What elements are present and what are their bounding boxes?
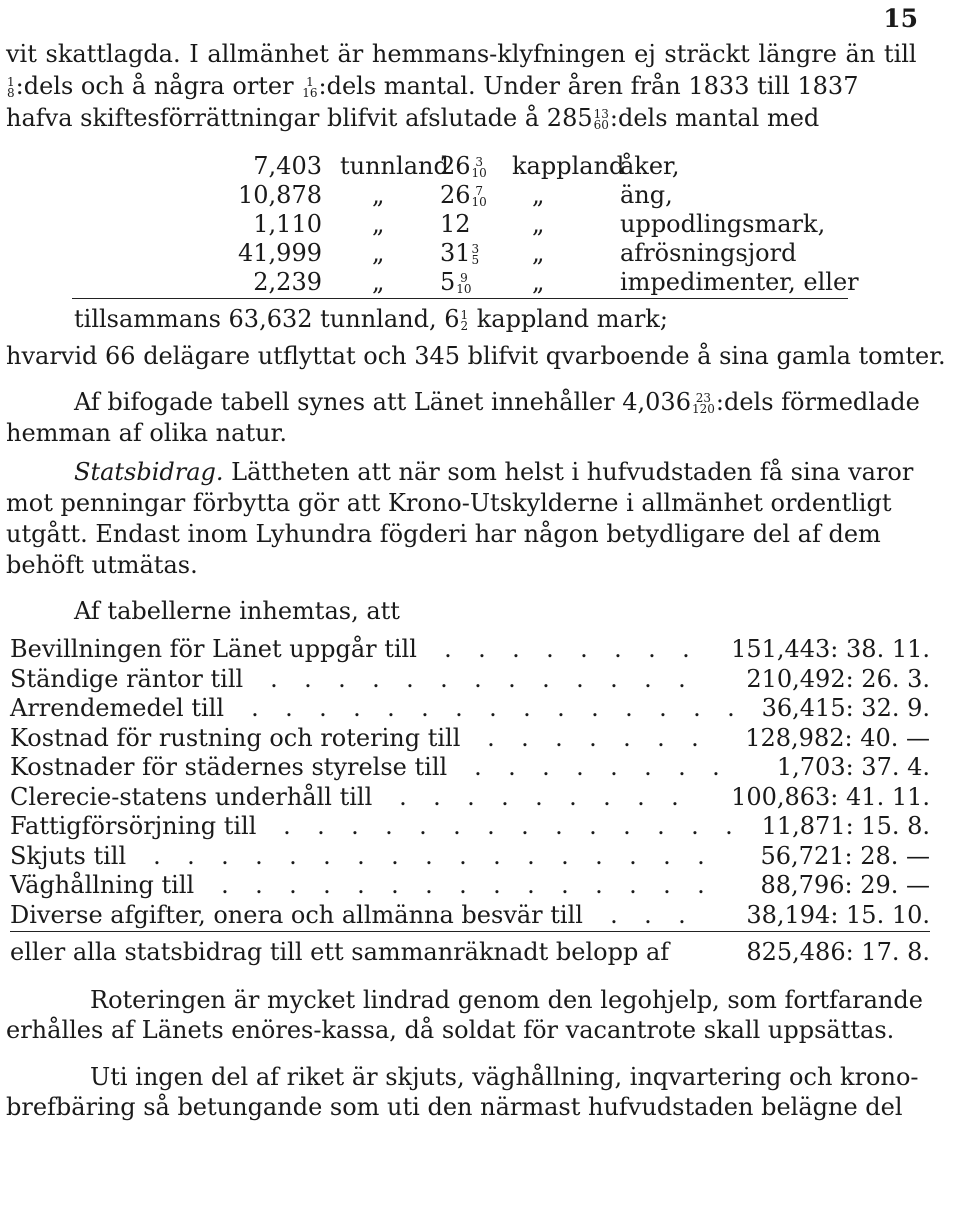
- leader-dots: . . . . . . . . . . . . . . .: [221, 871, 705, 899]
- tax-row-value: 88,796: 29. —: [760, 871, 930, 899]
- tax-row-value: 151,443: 38. 11.: [731, 635, 930, 663]
- tax-row: [10, 665, 930, 693]
- tax-row-value: 11,871: 15. 8.: [761, 812, 930, 840]
- intro-line-1: vit skattlagda. I allmänhet är hemmans-klyfningen ej sträckt längre än till: [6, 40, 917, 68]
- tax-row: [10, 694, 930, 722]
- statsbidrag-heading: Statsbidrag.: [74, 458, 224, 486]
- tax-row: [10, 901, 930, 929]
- tax-row-label: Kostnader för städernes styrelse till: [10, 753, 448, 781]
- statsbidrag-line-3: utgått. Endast inom Lyhundra fögderi har någon betydligare del af dem: [6, 520, 881, 548]
- para-hvarvid: hvarvid 66 delägare utflyttat och 345 blifvit qvarboende å sina gamla tomter.: [6, 342, 946, 370]
- leader-dots: . . . . . . . . . . . . . . .: [251, 694, 735, 722]
- closing1-line-2: erhålles af Länets enöres-kassa, då soldat för vacantrote skall uppsättas.: [6, 1016, 895, 1044]
- statsbidrag-line-4: behöft utmätas.: [6, 551, 198, 579]
- tax-row-value: 38,194: 15. 10.: [746, 901, 930, 929]
- land-total: tillsammans 63,632 tunnland, 6 1 2 kappland mark;: [74, 305, 668, 333]
- statsbidrag-line-1: Statsbidrag. Lättheten att när som helst i hufvudstaden få sina varor: [74, 458, 914, 486]
- tax-row-value: 36,415: 32. 9.: [761, 694, 930, 722]
- tax-row-label: Diverse afgifter, onera och allmänna besvär till: [10, 901, 583, 929]
- tax-row: [10, 871, 930, 899]
- tax-row-value: 210,492: 26. 3.: [746, 665, 930, 693]
- leader-dots: . . .: [610, 901, 686, 929]
- fraction-sixteenth: 1 16: [302, 74, 318, 100]
- leader-dots: . . . . . . . . . . . . .: [270, 665, 686, 693]
- tax-sum-rule: [10, 931, 930, 932]
- tax-total-label: eller alla statsbidrag till ett sammanräknadt belopp af: [10, 938, 670, 966]
- tax-row: [10, 783, 930, 811]
- tax-row: [10, 753, 930, 781]
- para-bifogade-line-1: Af bifogade tabell synes att Länet innehåller 4,036 23 120 :dels förmedlade: [74, 388, 920, 416]
- leader-dots: . . . . . . .: [487, 724, 699, 752]
- leader-dots: . . . . . . . .: [444, 635, 690, 663]
- tax-row-label: Bevillningen för Länet uppgår till: [10, 635, 417, 663]
- fraction-eighth: 1 8: [7, 74, 15, 100]
- tax-row-value: 56,721: 28. —: [760, 842, 930, 870]
- tax-row-label: Väghållning till: [10, 871, 195, 899]
- tax-row-label: Clerecie-statens underhåll till: [10, 783, 373, 811]
- intro-line-2: 1 8 :dels och å några orter 1 16 :dels mantal. Under åren från 1833 till 1837: [7, 72, 859, 100]
- table-intro: Af tabellerne inhemtas, att: [74, 597, 400, 625]
- statsbidrag-line-2: mot penningar förbytta gör att Krono-Utskylderne i allmänhet ordentligt: [6, 489, 892, 517]
- sum-rule: [72, 298, 848, 299]
- closing2-line-1: Uti ingen del af riket är skjuts, väghållning, inqvartering och krono-: [90, 1063, 919, 1091]
- leader-dots: . . . . . . . .: [474, 753, 720, 781]
- intro-line-3: hafva skiftesförrättningar blifvit afslutade å 285 13 60 :dels mantal med: [6, 104, 820, 132]
- closing1-line-1: Roteringen är mycket lindrad genom den legohjelp, som fortfarande: [90, 986, 923, 1014]
- tax-row-value: 128,982: 40. —: [745, 724, 930, 752]
- para-bifogade-line-2: hemman af olika natur.: [6, 419, 288, 447]
- closing2-line-2: brefbäring så betungande som uti den närmast hufvudstaden belägne del: [6, 1093, 903, 1121]
- leader-dots: . . . . . . . . .: [399, 783, 679, 811]
- tax-row: [10, 724, 930, 752]
- tax-row: [10, 842, 930, 870]
- tax-row-value: 1,703: 37. 4.: [776, 753, 930, 781]
- tax-row: [10, 635, 930, 663]
- tax-total-value: 825,486: 17. 8.: [746, 938, 930, 966]
- tax-row-label: Fattigförsörjning till: [10, 812, 257, 840]
- tax-row-label: Kostnad för rustning och rotering till: [10, 724, 461, 752]
- tax-row-label: Ständige räntor till: [10, 665, 244, 693]
- leader-dots: . . . . . . . . . . . . . . . . .: [153, 842, 705, 870]
- tax-row-label: Arrendemedel till: [10, 694, 225, 722]
- tax-row: [10, 812, 930, 840]
- fraction-sixtieth: 13 60: [593, 106, 609, 132]
- leader-dots: . . . . . . . . . . . . . .: [283, 812, 733, 840]
- tax-row-label: Skjuts till: [10, 842, 127, 870]
- page-number: 15: [883, 4, 918, 33]
- document-page: 15 vit skattlagda. I allmänhet är hemmans-klyfningen ej sträckt längre än till 1 8 :dels och å några orter 1 16 :dels mantal. Under åren från 1833 till 1837 hafva skiftesförrättningar blifvit afslutade å 285 13 60 :dels mantal med 7,403 tunnland 26 3 10 kappland åker, 10,878 „ 26 7 10 „ äng, 1,110 „ 12 „ uppodlingsmark, 41,999 „ 31 3 5 „ afrösningsjord 2,239 „ 5 9 10 „ impedimenter, eller tillsammans 63,632 tunnland, 6 1 2 kappland mark; hvarvid 66 delägare utflyttat och 345 blifvit qvarboende å sina gamla tomter. Af bifogade tabell synes att Länet innehåller 4,036 23 120 :dels förmedlade hemman af olika natur. Statsbidrag. Lättheten att när som helst i hufvudstaden få sina varor mot penningar förbytta gör att Krono-Utskylderne i allmänhet ordentligt utgått. Endast inom Lyhundra fögderi har någon betydligare del af dem behöft utmätas. Af tabellerne inhemtas, att Bevillningen för Länet uppgår till . . . . . . . . 151,443: 38. 11. Ständige räntor till . . . . . . . . . . . . . 210,492: 26. 3. Arrendemedel till . . . . . . . . . . . . . . . 36,415: 32. 9. Kostnad för rustning och rotering till . . . . . . . 128,982: 40. — Kostnader för städernes styrelse till . . . . . . . . 1,703: 37. 4. Clerecie-statens underhåll till . . . . . . . . . 100,863: 41. 11. Fattigförsörjning till . . . . . . . . . . . . . . 11,871: 15. 8. Skjuts till . . . . . . . . . . . . . . . . . 56,721: 28. — Väghållning till . . . . . . . . . . . . . . . 88,796: 29. — Diverse afgifter, onera och allmänna besvär till . . . 38,194: 15. 10. eller alla statsbidrag till ett sammanräknadt belopp af 825,486: 17. 8. Roteringen är mycket lindrad genom den legohjelp, som fortfarande erhålles af Länets enöres-kassa, då soldat för vacantrote skall uppsättas. Uti ingen del af riket är skjuts, väghållning, inqvartering och krono- brefbäring så betungande som uti den närmast hufvudstaden belägne del: [6, 4, 946, 1121]
- tax-total-row: [10, 938, 930, 966]
- tax-row-value: 100,863: 41. 11.: [731, 783, 930, 811]
